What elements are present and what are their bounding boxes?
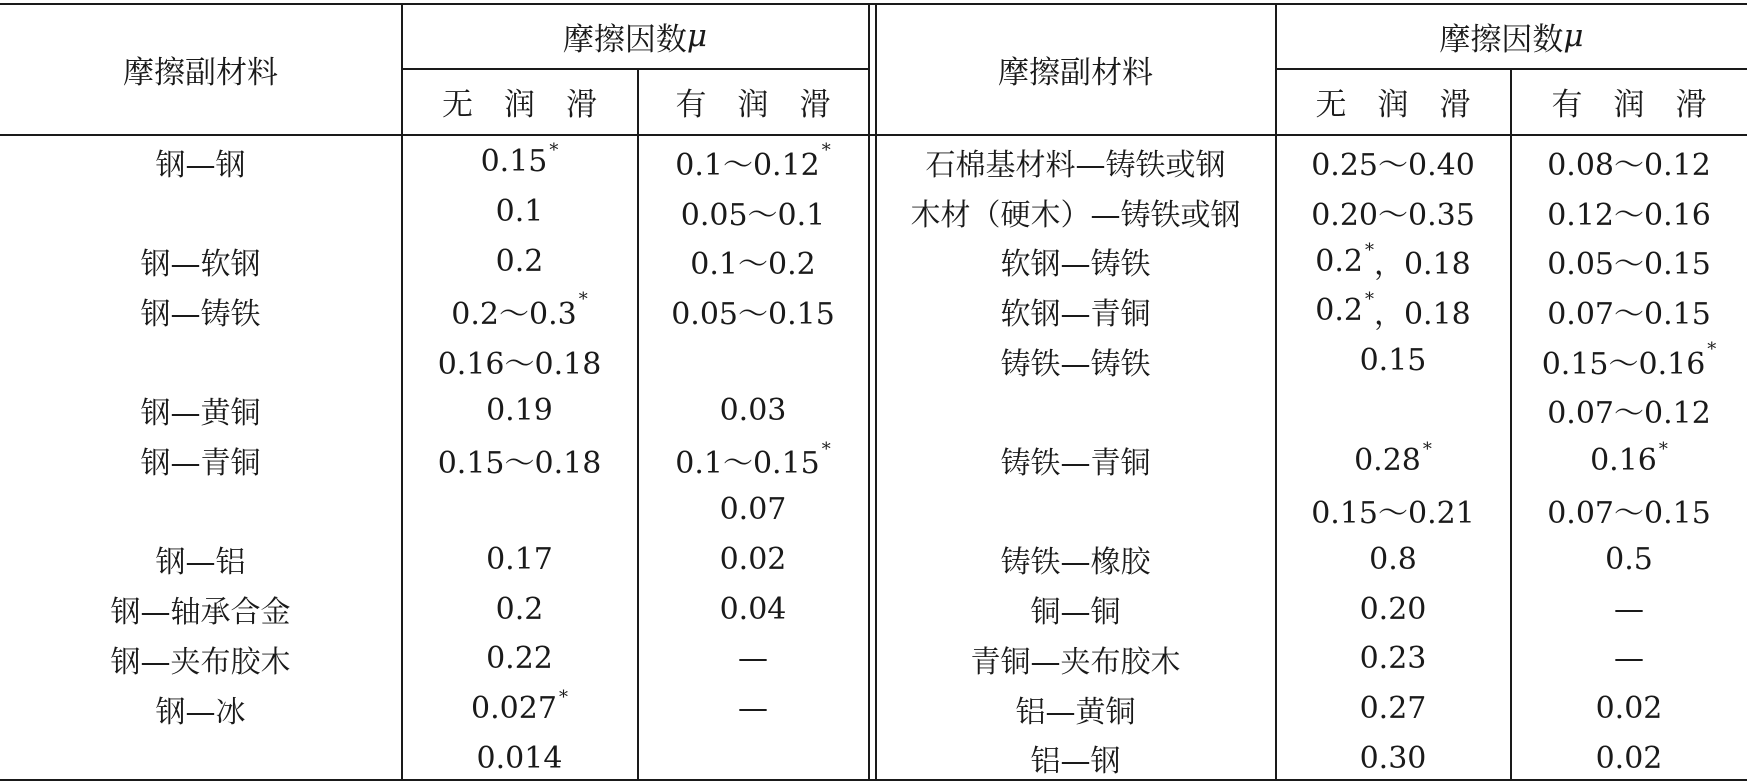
header-no-lub-left (402, 69, 637, 134)
header-lub-label: 有 润 滑 (675, 87, 831, 123)
table-cell (1511, 733, 1747, 783)
table-cell (638, 584, 868, 634)
coefficient-value: 0.28 (1354, 442, 1421, 478)
table-cell (1276, 485, 1510, 535)
coefficient-value: 0.1～0.12 (675, 147, 820, 183)
material-pair: 钢—软钢 (140, 247, 261, 283)
table-cell (876, 485, 1275, 535)
coefficient-value: 0.2 (495, 243, 544, 279)
coefficient-value: 0.1～0.15 (675, 446, 820, 482)
table-cell (0, 336, 401, 386)
table-cell (638, 187, 868, 237)
table-cell (402, 236, 637, 286)
asterisk-mark: * (1658, 438, 1668, 460)
table-cell (402, 733, 637, 783)
coefficient-value: 0.2 (1315, 293, 1363, 329)
table-cell (0, 435, 401, 485)
table-cell (0, 733, 401, 783)
coefficient-value: 0.07 (719, 492, 787, 528)
material-pair: 铜—铜 (1030, 595, 1121, 631)
coefficient-extra: ，0.18 (1373, 296, 1471, 332)
material-pair: 钢—铝 (155, 545, 246, 581)
header-material-label: 摩擦副材料 (123, 54, 278, 91)
table-cell (638, 535, 868, 585)
coefficient-value: 0.05～0.1 (680, 197, 826, 233)
header-lub-left (638, 69, 868, 134)
header-lub-right (1511, 69, 1747, 134)
coefficient-value: 0.014 (476, 740, 563, 776)
table-cell (638, 336, 868, 386)
coefficient-value: 0.02 (719, 541, 787, 577)
table-cell (638, 634, 868, 684)
table-cell (1511, 485, 1747, 535)
header-no-lub-label: 无 润 滑 (1315, 87, 1471, 123)
coefficient-value: 0.15～0.21 (1311, 495, 1475, 531)
table-cell (1511, 137, 1747, 187)
coefficient-value: 0.22 (486, 641, 553, 677)
coefficient-value: 0.17 (486, 541, 553, 577)
table-cell (402, 435, 637, 485)
header-no-lub-label: 无 润 滑 (442, 87, 597, 123)
material-pair: 铸铁—铸铁 (1000, 346, 1151, 382)
coefficient-value: 0.02 (1595, 691, 1663, 727)
table-cell (1511, 535, 1747, 585)
header-no-lub-right (1276, 69, 1510, 134)
table-cell (1511, 386, 1747, 436)
asterisk-mark: * (821, 438, 831, 460)
table-cell (402, 485, 637, 535)
table-cell (876, 137, 1275, 187)
header-material-label: 摩擦副材料 (998, 54, 1153, 91)
material-pair: 软钢—青铜 (1000, 296, 1151, 332)
table-cell (402, 187, 637, 237)
header-coef-label: 摩擦因数 (1439, 21, 1564, 58)
header-material-right (876, 4, 1275, 134)
coefficient-value: — (1614, 641, 1644, 677)
material-pair: 石棉基材料—铸铁或钢 (925, 147, 1226, 183)
table-cell (876, 535, 1275, 585)
material-pair: 钢—铸铁 (140, 296, 261, 332)
coefficient-value: 0.05～0.15 (671, 296, 835, 332)
table-cell (1276, 236, 1510, 286)
table-cell (876, 684, 1275, 734)
material-pair: 钢—冰 (155, 694, 246, 730)
table-cell (876, 386, 1275, 436)
coefficient-value: 0.07～0.15 (1547, 296, 1711, 332)
coefficient-value: 0.2 (495, 591, 544, 627)
table-cell (1511, 336, 1747, 386)
material-pair: 铝—黄铜 (1015, 694, 1136, 730)
header-coef-left (402, 4, 868, 68)
material-pair: 钢—夹布胶木 (110, 644, 291, 680)
coefficient-value: 0.15 (1359, 343, 1427, 379)
coefficient-value: — (1614, 591, 1644, 627)
material-pair: 钢—轴承合金 (110, 595, 291, 631)
mu-symbol: μ (1563, 18, 1584, 54)
table-cell (638, 733, 868, 783)
table-cell (638, 435, 868, 485)
table-cell (1511, 684, 1747, 734)
table-cell (638, 286, 868, 336)
coefficient-value: 0.08～0.12 (1547, 147, 1711, 183)
coefficient-value: 0.12～0.16 (1547, 197, 1711, 233)
coefficient-extra: ，0.18 (1373, 247, 1471, 283)
table-cell (876, 336, 1275, 386)
asterisk-mark: * (821, 140, 831, 162)
coefficient-value: 0.20 (1359, 591, 1427, 627)
coefficient-value: 0.5 (1605, 541, 1653, 577)
table-cell (638, 684, 868, 734)
coefficient-value: 0.07～0.12 (1547, 396, 1711, 432)
material-pair: 铸铁—青铜 (1000, 446, 1151, 482)
table-cell (638, 236, 868, 286)
table-cell (0, 535, 401, 585)
table-cell (1276, 286, 1510, 336)
header-lub-label: 有 润 滑 (1551, 87, 1707, 123)
table-cell (0, 137, 401, 187)
material-pair: 钢—青铜 (140, 446, 261, 482)
table-cell (0, 386, 401, 436)
table-cell (1276, 535, 1510, 585)
table-cell (402, 634, 637, 684)
table-cell (1276, 435, 1510, 485)
coefficient-value: 0.03 (719, 392, 787, 428)
mu-symbol: μ (686, 18, 708, 54)
table-cell (1511, 286, 1747, 336)
asterisk-mark: * (558, 687, 568, 709)
table-cell (1511, 187, 1747, 237)
table-cell (876, 733, 1275, 783)
table-cell (402, 336, 637, 386)
material-pair: 钢—钢 (155, 147, 246, 183)
coefficient-value: 0.1～0.2 (690, 247, 816, 283)
coefficient-value: 0.20～0.35 (1311, 197, 1475, 233)
material-pair: 木材（硬木）—铸铁或钢 (910, 197, 1241, 233)
coefficient-value: — (738, 691, 768, 727)
table-cell (0, 485, 401, 535)
table-cell (638, 137, 868, 187)
header-material-left (0, 4, 401, 134)
coefficient-value: 0.27 (1359, 691, 1427, 727)
coefficient-value: 0.027 (471, 691, 557, 727)
table-cell (638, 386, 868, 436)
coefficient-value: 0.19 (486, 392, 553, 428)
coefficient-value: 0.02 (1595, 740, 1663, 776)
table-cell (1276, 634, 1510, 684)
table-cell (0, 684, 401, 734)
table-cell (1511, 634, 1747, 684)
table-cell (0, 187, 401, 237)
table-cell (1276, 386, 1510, 436)
table-cell (402, 286, 637, 336)
material-pair: 软钢—铸铁 (1000, 247, 1151, 283)
coefficient-value: 0.16～0.18 (437, 346, 602, 382)
table-cell (0, 236, 401, 286)
asterisk-mark: * (549, 140, 559, 162)
coefficient-value: — (738, 641, 768, 677)
table-cell (402, 584, 637, 634)
table-cell (1276, 187, 1510, 237)
header-coef-label: 摩擦因数 (562, 21, 687, 58)
coefficient-value: 0.15～0.18 (437, 446, 602, 482)
table-cell (0, 286, 401, 336)
table-cell (0, 634, 401, 684)
material-pair: 青铜—夹布胶木 (970, 644, 1181, 680)
table-cell (402, 386, 637, 436)
table-cell (0, 584, 401, 634)
coefficient-value: 0.04 (719, 591, 787, 627)
asterisk-mark: * (578, 289, 588, 311)
table-cell (1511, 584, 1747, 634)
table-cell (402, 535, 637, 585)
asterisk-mark: * (1707, 339, 1717, 361)
coefficient-value: 0.07～0.15 (1547, 495, 1711, 531)
table-cell (876, 236, 1275, 286)
table-cell (1276, 584, 1510, 634)
table-cell (1276, 336, 1510, 386)
material-pair: 铝—钢 (1030, 744, 1121, 780)
table-cell (1276, 684, 1510, 734)
table-cell (1276, 733, 1510, 783)
table-cell (1511, 435, 1747, 485)
coefficient-value: 0.23 (1359, 641, 1427, 677)
center-double-rule (868, 3, 870, 781)
table-cell (402, 684, 637, 734)
table-cell (876, 584, 1275, 634)
asterisk-mark: * (1422, 438, 1432, 460)
asterisk-mark: * (1364, 239, 1374, 261)
material-pair: 铸铁—橡胶 (1000, 545, 1151, 581)
header-coef-right (1276, 4, 1747, 68)
header-rule (0, 134, 1747, 136)
coefficient-value: 0.2～0.3 (451, 296, 577, 332)
coefficient-value: 0.05～0.15 (1547, 247, 1711, 283)
table-cell (1511, 236, 1747, 286)
coefficient-value: 0.1 (495, 194, 544, 230)
table-cell (876, 435, 1275, 485)
table-cell (876, 286, 1275, 336)
asterisk-mark: * (1364, 289, 1374, 311)
table-cell (876, 634, 1275, 684)
table-cell (876, 187, 1275, 237)
table-cell (402, 137, 637, 187)
material-pair: 钢—黄铜 (140, 396, 261, 432)
coefficient-value: 0.25～0.40 (1311, 147, 1475, 183)
coefficient-value: 0.15 (480, 144, 548, 180)
coefficient-value: 0.8 (1369, 541, 1417, 577)
coefficient-value: 0.2 (1315, 243, 1363, 279)
table-cell (638, 485, 868, 535)
coefficient-value: 0.15～0.16 (1541, 346, 1706, 382)
table-cell (1276, 137, 1510, 187)
coefficient-value: 0.16 (1590, 442, 1657, 478)
coefficient-value: 0.30 (1359, 740, 1427, 776)
